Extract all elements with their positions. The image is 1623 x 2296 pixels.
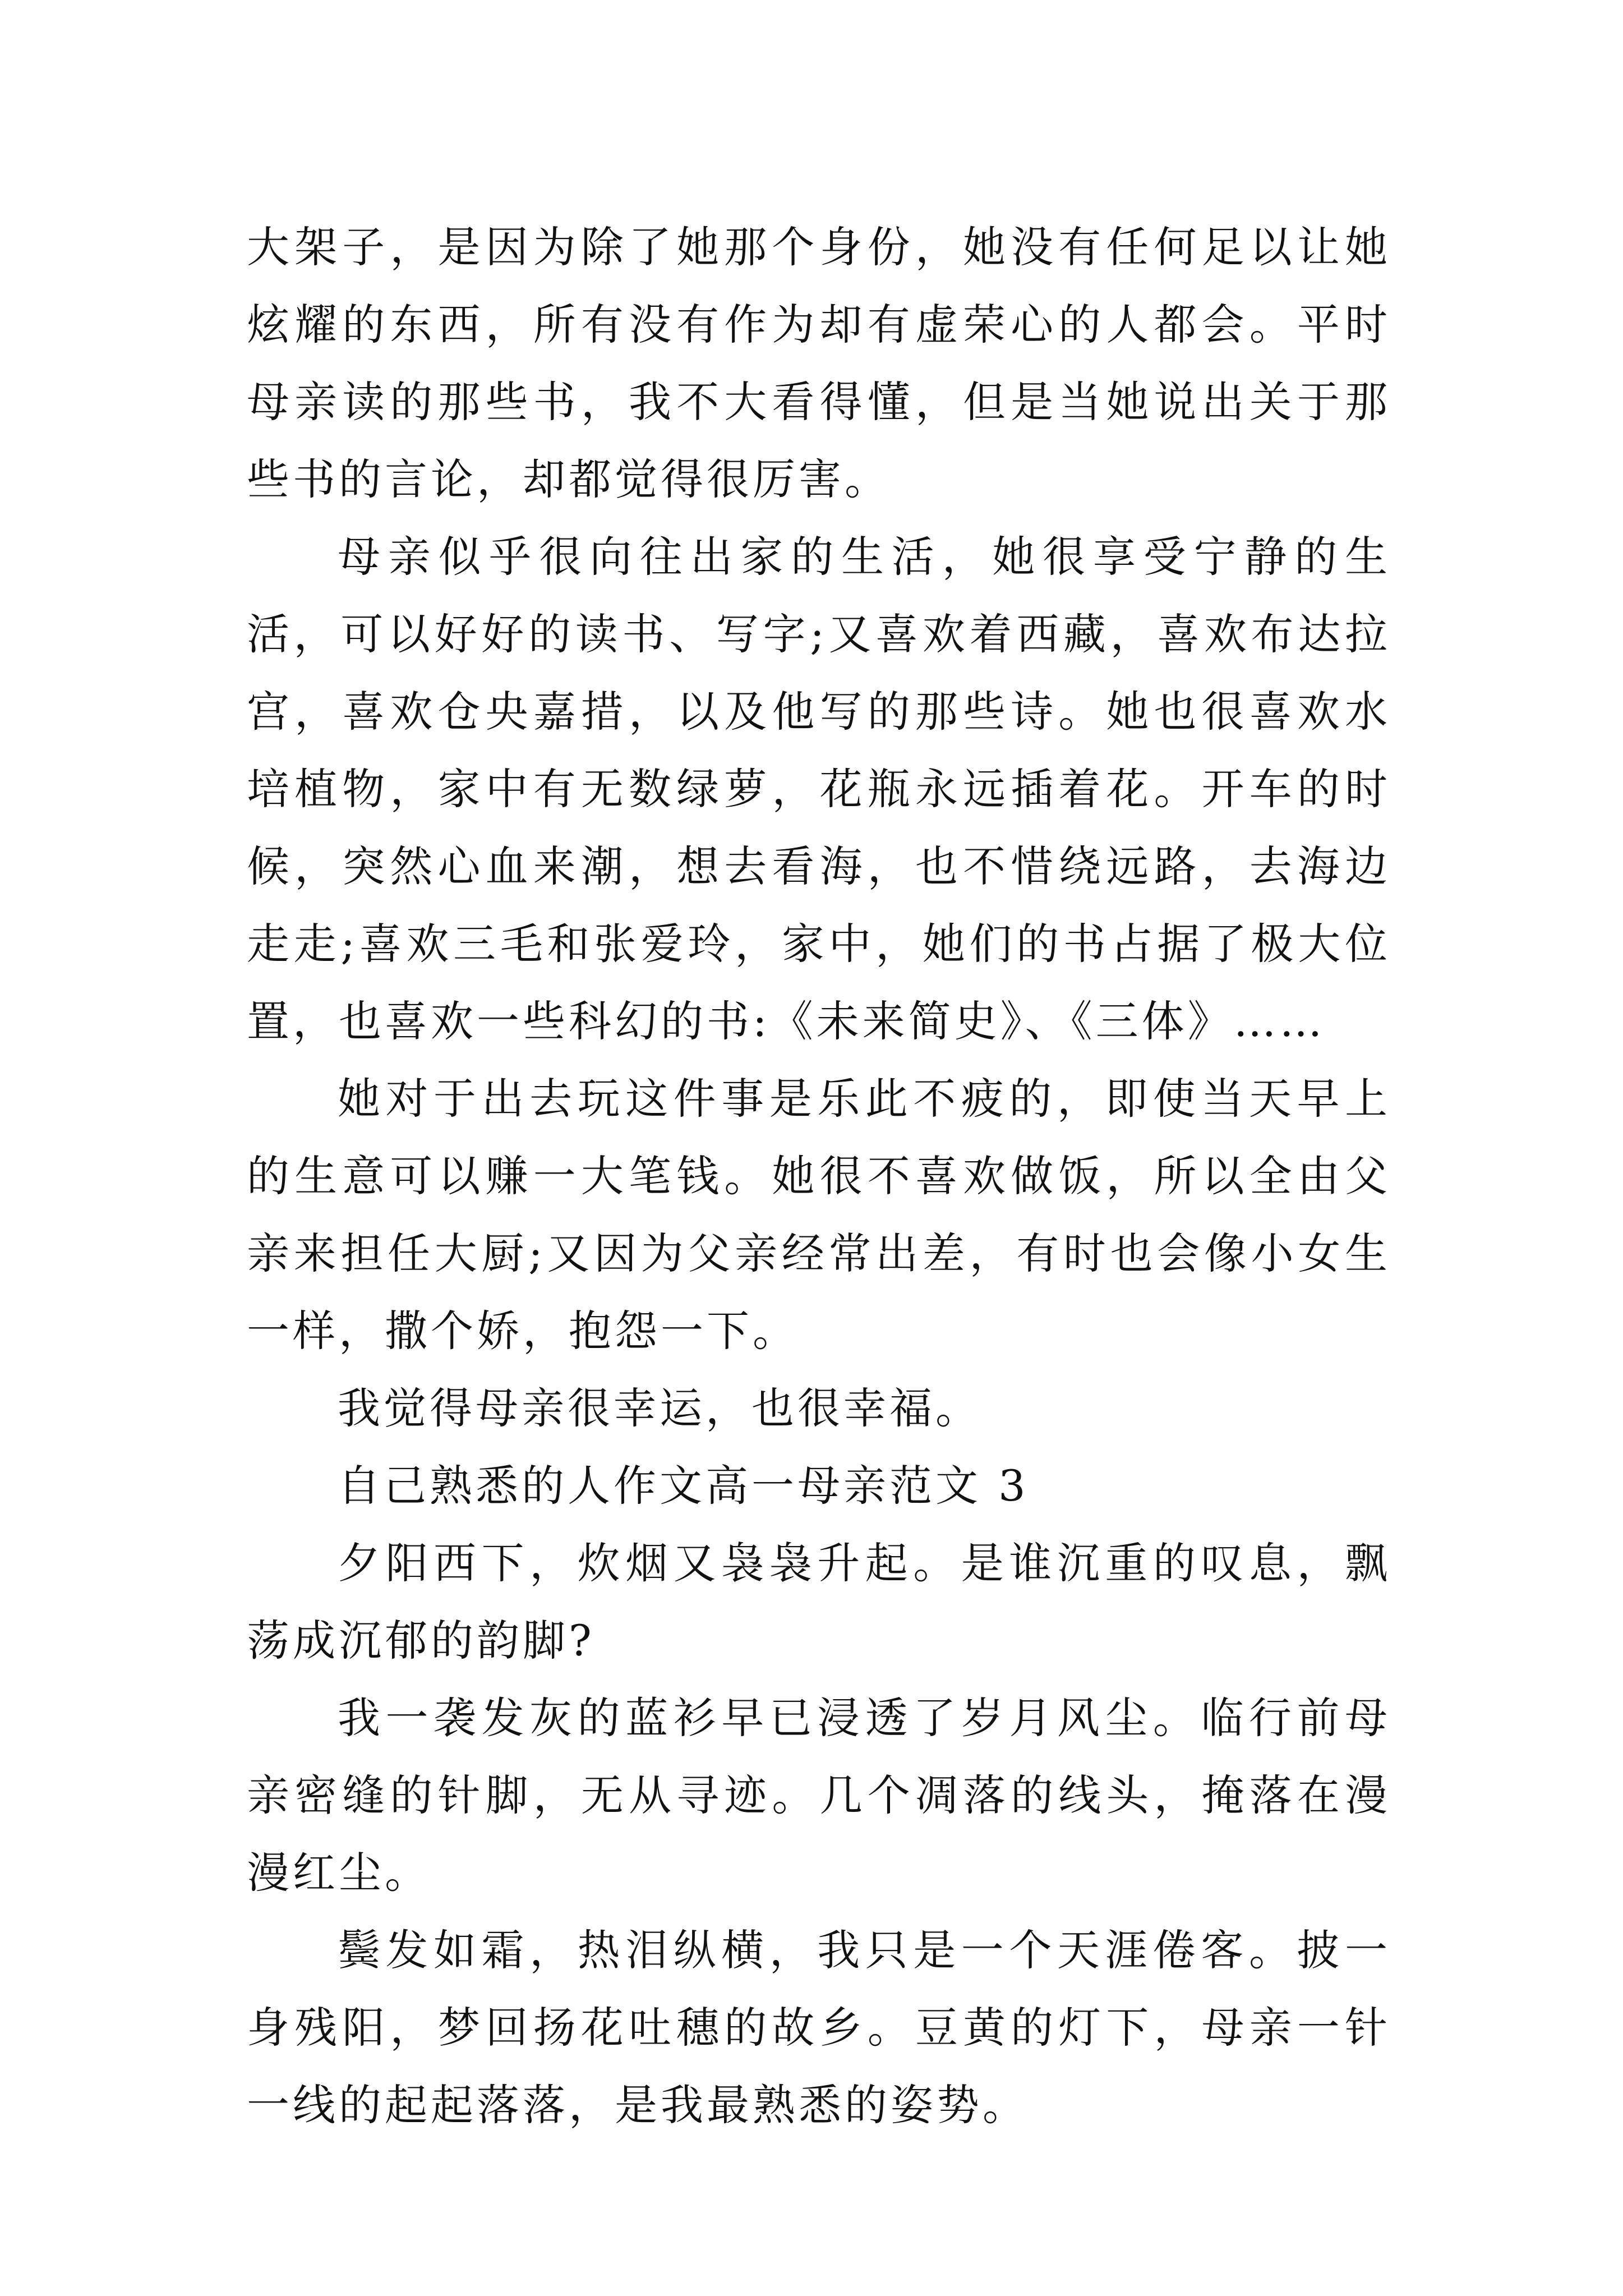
paragraph-7: 鬓发如霜，热泪纵横，我只是一个天涯倦客。披一身残阳，梦回扬花吐穗的故乡。豆黄的灯下，母亲一针一线的起起落落，是我最熟悉的姿势。 <box>247 1925 1391 2130</box>
paragraph-6: 我一袭发灰的蓝衫早已浸透了岁月风尘。临行前母亲密缝的针脚，无从寻迹。几个凋落的线头，掩落在漫漫红尘。 <box>247 1693 1391 1898</box>
paragraph-1: 大架子，是因为除了她那个身份，她没有任何足以让她炫耀的东西，所有没有作为却有虚荣心的人都会。平时母亲读的那些书，我不大看得懂，但是当她说出关于那些书的言论，却都觉得很厉害。 <box>247 222 1391 504</box>
paragraph-2: 母亲似乎很向往出家的生活，她很享受宁静的生活，可以好好的读书、写字;又喜欢着西藏，喜欢布达拉宫，喜欢仓央嘉措，以及他写的那些诗。她也很喜欢水培植物，家中有无数绿萝，花瓶永远插着花。开车的时候，突然心血来潮，想去看海，也不惜绕远路，去海边走走;喜欢三毛和张爱玲，家中，她们的书占据了极大位置，也喜欢一些科幻的书:《未来简史》、《三体》…… <box>247 532 1391 1046</box>
paragraph-4: 我觉得母亲很幸运，也很幸福。 <box>338 1383 981 1433</box>
section-heading: 自己熟悉的人作文高一母亲范文 3 <box>338 1461 1029 1511</box>
paragraph-5: 夕阳西下，炊烟又袅袅升起。是谁沉重的叹息，飘荡成沉郁的韵脚? <box>247 1538 1391 1665</box>
document-body <box>247 209 1391 2144</box>
paragraph-3: 她对于出去玩这件事是乐此不疲的，即使当天早上的生意可以赚一大笔钱。她很不喜欢做饭，所以全由父亲来担任大厨;又因为父亲经常出差，有时也会像小女生一样，撒个娇，抱怨一下。 <box>247 1074 1391 1356</box>
